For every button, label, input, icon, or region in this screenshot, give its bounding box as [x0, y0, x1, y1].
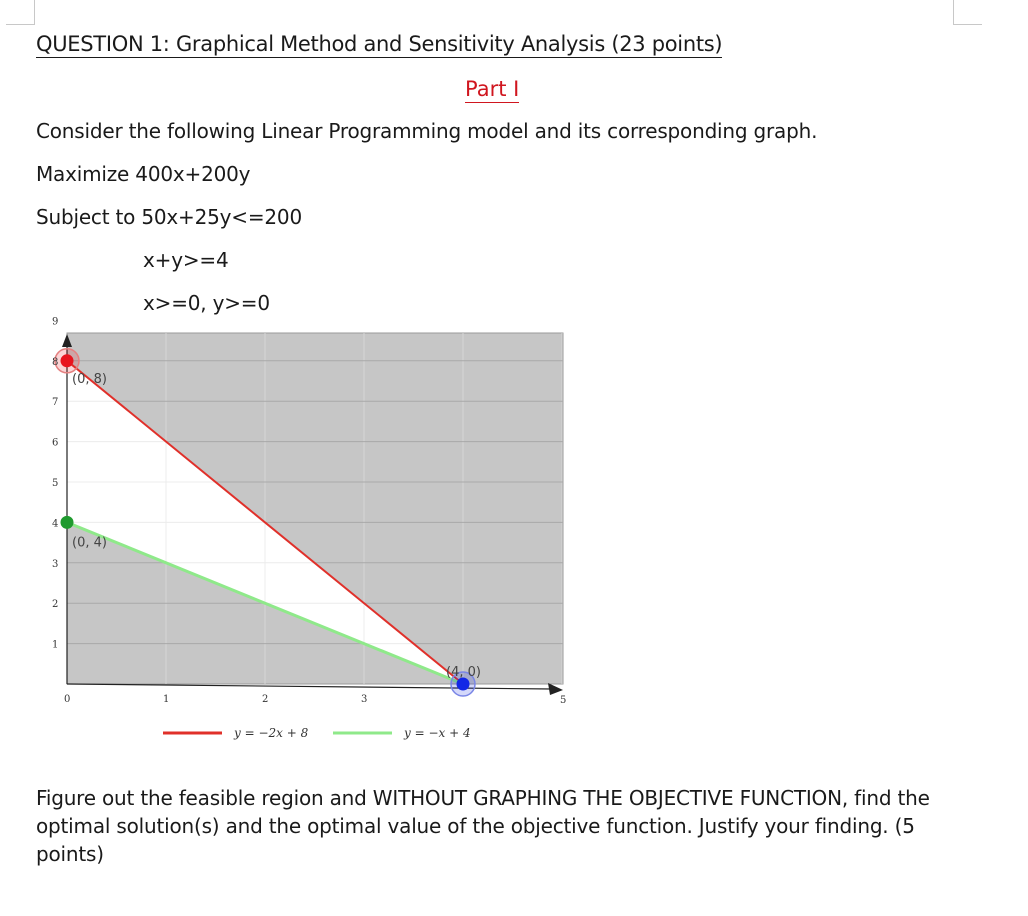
y-tick-label: 8	[52, 356, 59, 368]
legend-label: y = −x + 4	[404, 726, 471, 740]
y-tick-label: 7	[52, 397, 59, 409]
vertex-point	[61, 354, 74, 367]
x-tick-label: 2	[262, 694, 269, 705]
y-tick-label: 2	[52, 599, 59, 611]
x-tick-label: 5	[560, 695, 567, 706]
constraint-2: x+y>=4	[143, 248, 229, 272]
x-tick-label: 0	[64, 694, 71, 705]
y-tick-label: 5	[52, 478, 59, 489]
y-tick-label: 1	[52, 639, 59, 651]
part-title: Part I	[465, 77, 520, 101]
legend-label: y = −2x + 8	[234, 726, 309, 740]
intro-text: Consider the following Linear Programming model and its corresponding graph.	[36, 119, 818, 143]
task-text: Figure out the feasible region and WITHOUT GRAPHING THE OBJECTIVE FUNCTION, find the optimal solution(s) and the optimal value of the objective function. Justify your finding. (5 points)	[36, 786, 930, 866]
vertex-point	[61, 516, 74, 529]
question-heading: QUESTION 1: Graphical Method and Sensitivity Analysis (23 points)	[36, 32, 723, 56]
y-tick-label: 3	[52, 558, 59, 570]
constraint-3: x>=0, y>=0	[143, 291, 270, 315]
point-label: (0, 8)	[72, 371, 107, 387]
x-axis-arrow-icon	[548, 683, 563, 695]
point-label: (0, 4)	[72, 535, 107, 551]
point-label: (4, 0)	[446, 665, 481, 680]
constraint-1: Subject to 50x+25y<=200	[36, 205, 302, 229]
y-tick-label: 9	[52, 316, 59, 328]
objective-function: Maximize 400x+200y	[36, 162, 251, 186]
y-tick-label: 4	[52, 518, 59, 530]
y-tick-label: 6	[52, 437, 59, 449]
x-tick-label: 1	[163, 694, 170, 705]
x-tick-label: 3	[361, 694, 368, 705]
x-axis	[67, 684, 552, 689]
